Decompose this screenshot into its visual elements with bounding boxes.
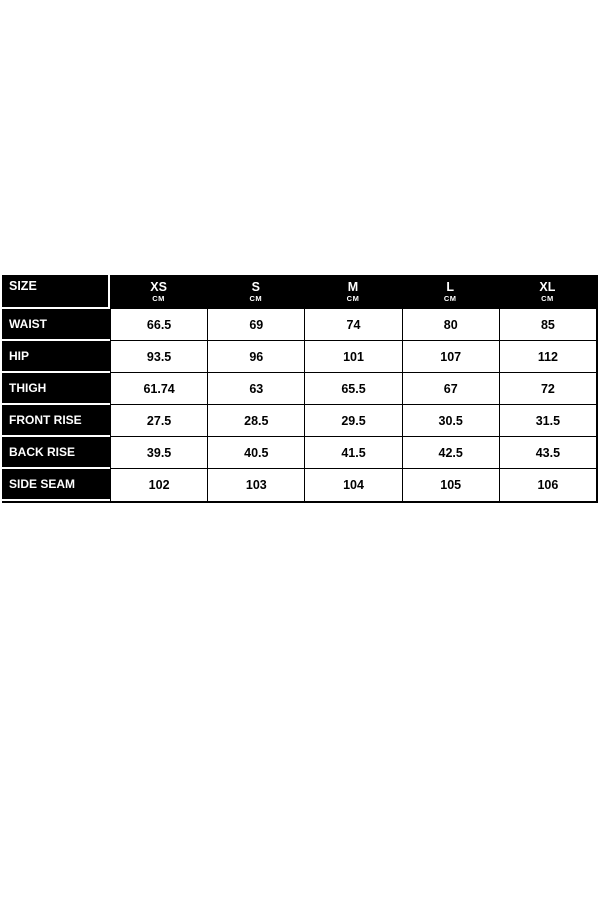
unit-label: CM: [249, 294, 263, 303]
size-label: S: [251, 280, 260, 294]
table-row: [2, 469, 596, 501]
value-cell: 42.5: [402, 437, 499, 469]
value-cell: 65.5: [304, 373, 401, 405]
value-cell: 85: [499, 309, 596, 341]
value-cell: 96: [207, 341, 304, 373]
header-size-cell: [110, 275, 207, 309]
unit-label: CM: [152, 294, 165, 303]
table-row: [2, 341, 596, 373]
size-label: L: [446, 280, 455, 294]
unit-label: CM: [346, 294, 360, 303]
value-cell: 102: [110, 469, 207, 501]
value-cell: 61.74: [110, 373, 207, 405]
value-cell: 67: [402, 373, 499, 405]
value-cell: 63: [207, 373, 304, 405]
table-row: [2, 309, 596, 341]
value-cell: 74: [304, 309, 401, 341]
value-cell: 101: [304, 341, 401, 373]
header-size-cell: [499, 275, 596, 309]
size-chart-table: [2, 275, 598, 503]
row-label: BACK RISE: [2, 437, 110, 469]
header-size-cell: [304, 275, 401, 309]
value-cell: 106: [499, 469, 596, 501]
value-cell: 28.5: [207, 405, 304, 437]
value-cell: 66.5: [110, 309, 207, 341]
row-label: WAIST: [2, 309, 110, 341]
header-size-cell: [207, 275, 304, 309]
value-cell: 105: [402, 469, 499, 501]
table-header-row: [2, 275, 596, 309]
size-label: M: [347, 280, 359, 294]
unit-label: CM: [443, 294, 457, 303]
row-label: FRONT RISE: [2, 405, 110, 437]
value-cell: 103: [207, 469, 304, 501]
value-cell: 39.5: [110, 437, 207, 469]
value-cell: 72: [499, 373, 596, 405]
size-label: XS: [150, 280, 167, 294]
value-cell: 80: [402, 309, 499, 341]
value-cell: 41.5: [304, 437, 401, 469]
value-cell: 27.5: [110, 405, 207, 437]
size-label: XL: [539, 280, 556, 294]
unit-label: CM: [541, 294, 554, 303]
value-cell: 104: [304, 469, 401, 501]
value-cell: 93.5: [110, 341, 207, 373]
table-row: [2, 405, 596, 437]
table-row: [2, 437, 596, 469]
value-cell: 112: [499, 341, 596, 373]
value-cell: 30.5: [402, 405, 499, 437]
header-size-cell: [402, 275, 499, 309]
value-cell: 69: [207, 309, 304, 341]
value-cell: 40.5: [207, 437, 304, 469]
table-row: [2, 373, 596, 405]
header-corner-cell: SIZE: [2, 275, 110, 309]
header-sizes: [110, 275, 596, 309]
row-label: THIGH: [2, 373, 110, 405]
value-cell: 43.5: [499, 437, 596, 469]
table-body: [2, 309, 596, 501]
row-label: HIP: [2, 341, 110, 373]
value-cell: 107: [402, 341, 499, 373]
value-cell: 29.5: [304, 405, 401, 437]
row-label: SIDE SEAM: [2, 469, 110, 501]
value-cell: 31.5: [499, 405, 596, 437]
